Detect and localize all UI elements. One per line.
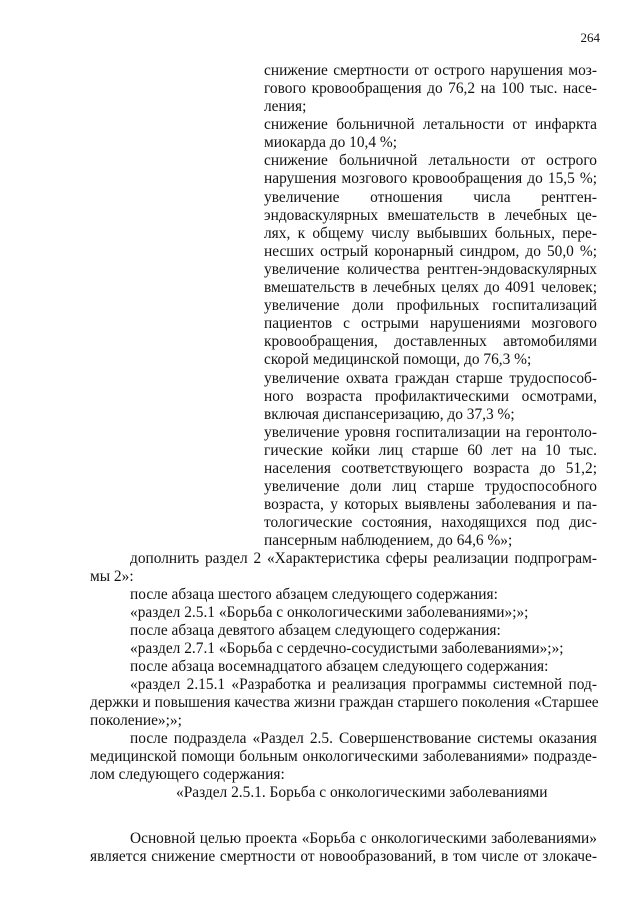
text-line: после абзаца шестого абзацем следующего содержания: [130,586,498,603]
text-line: после подраздела «Раздел 2.5. Совершенствование системы оказания [130,730,597,747]
text-line: мы 2»: [90,568,134,585]
text-line: лях, к общему числу выбывших больных, пере- [264,225,597,242]
text-line: увеличение охвата граждан старше трудоспособ- [264,370,597,387]
text-line: после абзаца восемнадцатого абзацем следующего содержания: [130,658,549,675]
text-line: после абзаца девятого абзацем следующего содержания: [130,622,501,639]
text-line: Основной целью проекта «Борьба с онкологическими заболеваниями» [130,830,597,847]
text-line: населения соответствующего возраста до 51,2; [264,460,597,477]
text-line: возраста, у которых выявлены заболевания и па- [264,496,597,513]
text-line: пансерным наблюдением, до 64,6 %»; [264,532,513,549]
text-line: «раздел 2.5.1 «Борьба с онкологическими заболеваниями»;»; [130,604,529,621]
text-line: увеличение уровня госпитализации на геронтоло- [264,424,597,441]
text-line: кровообращения, доставленных автомобилями [264,333,597,350]
text-line: снижение смертности от острого нарушения моз- [264,62,597,79]
text-line: скорой медицинской помощи, до 76,3 %; [264,351,532,368]
page-number: 264 [580,30,600,45]
text-line: снижение больничной летальности от инфаркта [264,116,597,133]
text-line: дополнить раздел 2 «Характеристика сферы реализации подпрограм- [130,550,597,567]
text-line: поколение»;»; [90,712,182,729]
text-line: пациентов с острыми нарушениями мозгового [264,315,597,332]
text-line: несших острый коронарный синдром, до 50,0 %; [264,243,597,260]
text-line: ного возраста профилактическими осмотрами, [264,388,597,405]
text-line: ления; [264,98,307,115]
text-line: эндоваскулярных вмешательств в лечебных це- [264,207,597,224]
text-line: миокарда до 10,4 %; [264,134,397,151]
text-line: лом следующего содержания: [90,766,285,783]
text-line: держки и повышения качества жизни граждан старшего поколения «Старшее [90,694,599,711]
text-line: «раздел 2.7.1 «Борьба с сердечно-сосудистыми заболеваниями»;»; [130,640,564,657]
text-line: гические койки лиц старше 60 лет на 10 тыс. [264,442,597,459]
text-line: увеличение доли профильных госпитализаций [264,297,597,314]
text-line: тологические состояния, находящихся под дис- [264,514,597,531]
text-line: гового кровообращения до 76,2 на 100 тыс. насе- [264,80,597,97]
text-line: включая диспансеризацию, до 37,3 %; [264,406,515,423]
text-line: увеличение доли лиц старше трудоспособного [264,478,597,495]
section-heading: «Раздел 2.5.1. Борьба с онкологическими заболеваниями [176,784,548,801]
text-line: увеличение количества рентген-эндоваскулярных [264,261,597,278]
text-line: увеличение отношения числа рентген- [264,189,597,206]
text-line: медицинской помощи больным онкологическими заболеваниями» подразде- [90,748,597,765]
text-line: «раздел 2.15.1 «Разработка и реализация программы системной под- [130,676,597,693]
text-line: является снижение смертности от новообразований, в том числе от злокаче- [90,848,597,865]
text-line: снижение больничной летальности от острого [264,152,597,169]
text-line: вмешательств в лечебных целях до 4091 человек; [264,279,597,296]
text-line: нарушения мозгового кровообращения до 15,5 %; [264,170,597,187]
